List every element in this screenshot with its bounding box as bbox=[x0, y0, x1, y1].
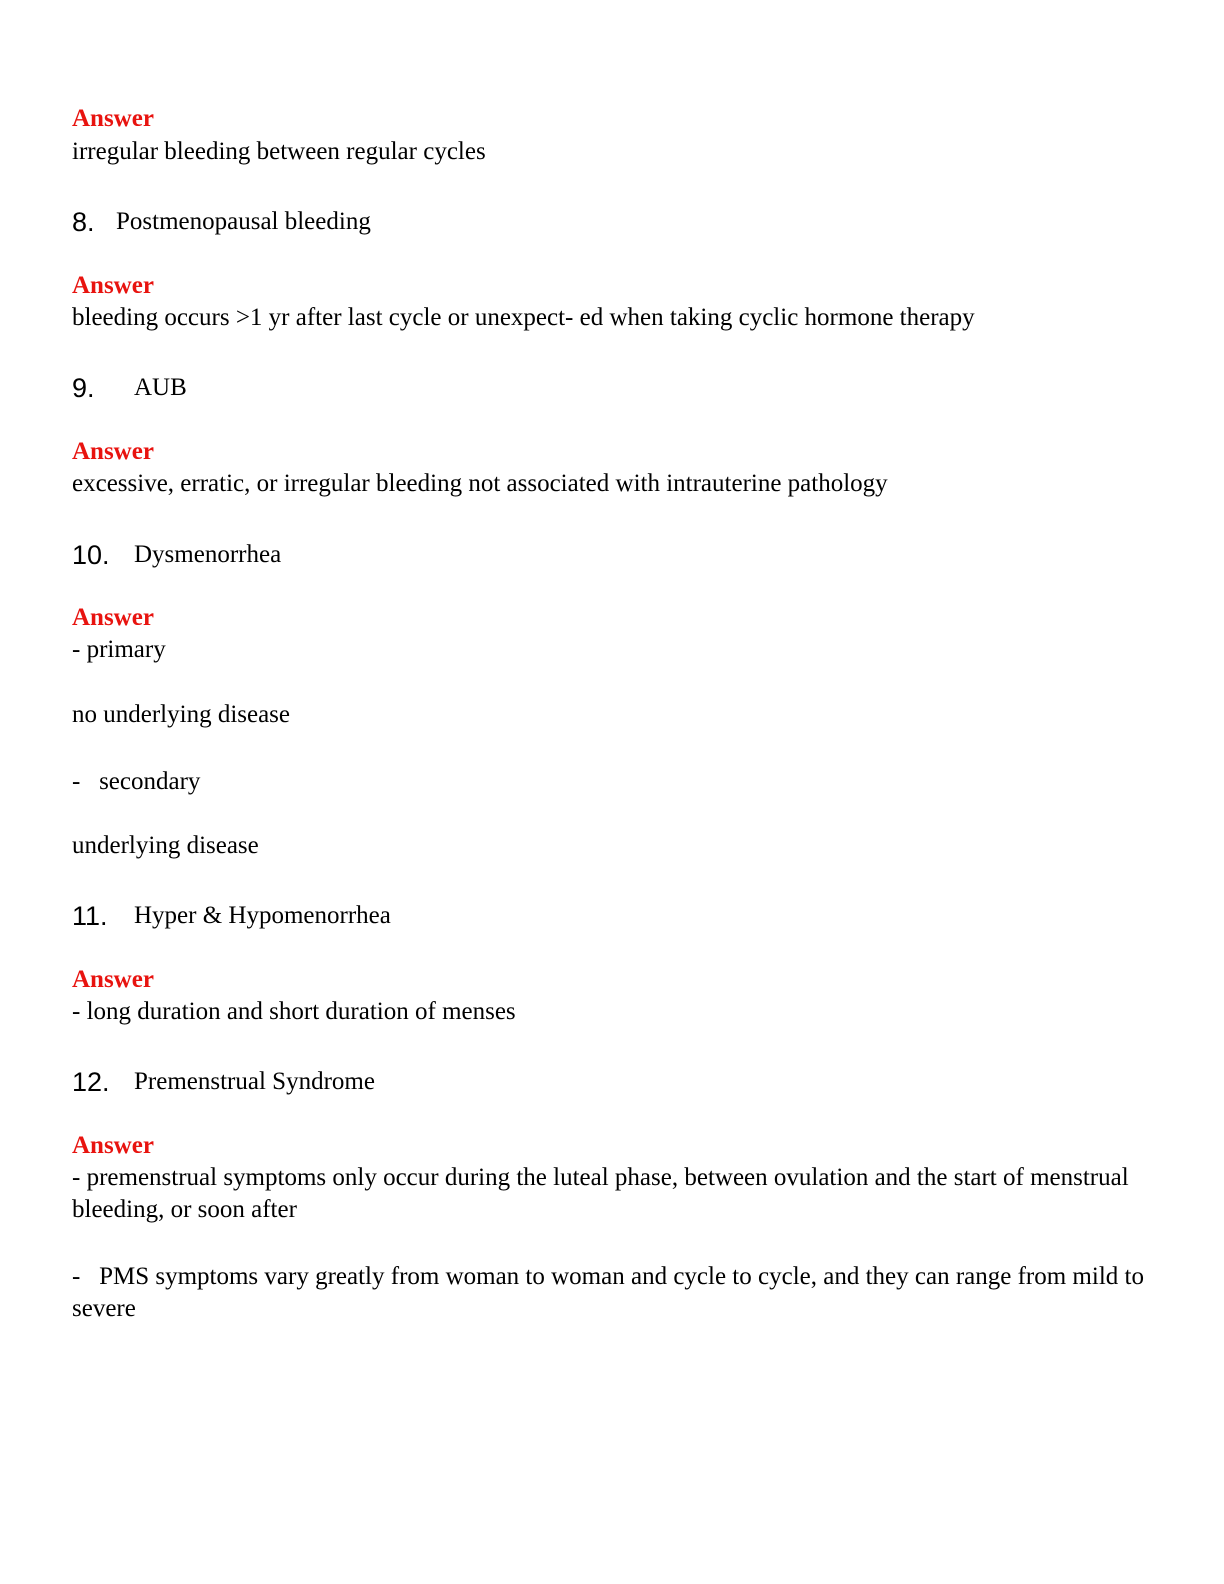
question-text: Dysmenorrhea bbox=[134, 541, 282, 568]
answer-label: Answer bbox=[72, 604, 154, 631]
question-text: Postmenopausal bleeding bbox=[116, 208, 371, 235]
question-number: 11. bbox=[72, 901, 108, 931]
question-9 bbox=[72, 372, 472, 406]
question-number: 9. bbox=[72, 373, 95, 403]
answer-label: Answer bbox=[72, 966, 154, 993]
answer-label: Answer bbox=[72, 272, 154, 299]
answer-text: excessive, erratic, or irregular bleeding not associated with intrauterine pathology bbox=[72, 470, 888, 497]
answer-text: - long duration and short duration of menses bbox=[72, 998, 516, 1025]
answer-text: - PMS symptoms vary greatly from woman to woman and cycle to cycle, and they can range from mild to severe bbox=[72, 1263, 1151, 1322]
answer-label: Answer bbox=[72, 438, 154, 465]
question-text: Premenstrual Syndrome bbox=[134, 1068, 375, 1095]
question-12 bbox=[72, 1066, 572, 1100]
answer-label: Answer bbox=[72, 105, 154, 132]
question-text: Hyper & Hypomenorrhea bbox=[134, 902, 391, 929]
answer-text: no underlying disease bbox=[72, 701, 291, 728]
answer-text: underlying disease bbox=[72, 832, 259, 859]
answer-text: - primary bbox=[72, 636, 166, 663]
answer-text: - secondary bbox=[72, 768, 201, 795]
answer-text: bleeding occurs >1 yr after last cycle or unexpect- ed when taking cyclic hormone therapy bbox=[72, 304, 975, 331]
answer-text: - premenstrual symptoms only occur during the luteal phase, between ovulation and the start of menstrual bleeding, or soon after bbox=[72, 1164, 1129, 1223]
question-number: 8. bbox=[72, 207, 95, 237]
answer-text: irregular bleeding between regular cycles bbox=[72, 138, 486, 165]
question-11 bbox=[72, 900, 572, 934]
answer-label: Answer bbox=[72, 1132, 154, 1159]
question-number: 10. bbox=[72, 540, 110, 570]
question-number: 12. bbox=[72, 1067, 110, 1097]
question-8 bbox=[72, 206, 472, 240]
question-text: AUB bbox=[134, 374, 187, 401]
question-10 bbox=[72, 539, 472, 573]
